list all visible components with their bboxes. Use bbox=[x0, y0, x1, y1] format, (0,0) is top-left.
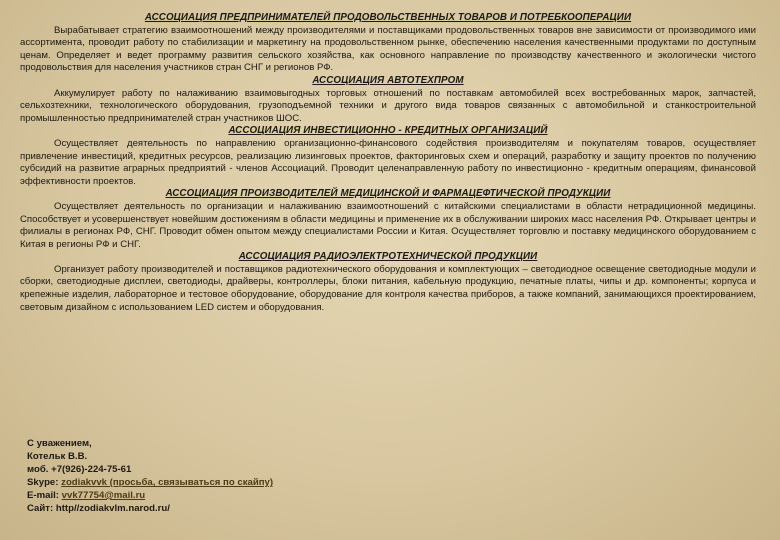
section-medical-pharma bbox=[20, 188, 756, 251]
greeting: С уважением, bbox=[27, 438, 92, 449]
section-food-association bbox=[20, 12, 756, 75]
section-title: АССОЦИАЦИЯ ИНВЕСТИЦИОННО - КРЕДИТНЫХ ОРГАНИЗАЦИЙ bbox=[228, 125, 548, 137]
section-title: АССОЦИАЦИЯ АВТОТЕХПРОМ bbox=[312, 74, 464, 86]
contact-name: Котельк В.В. bbox=[27, 451, 88, 462]
contact-email-row bbox=[27, 489, 273, 502]
section-title: АССОЦИАЦИЯ ПРОИЗВОДИТЕЛЕЙ МЕДИЦИНСКОЙ И ФАРМАЦЕФТИЧЕСКОЙ ПРОДУКЦИИ bbox=[165, 188, 611, 200]
section-title: АССОЦИАЦИЯ ПРЕДПРИНИМАТЕЛЕЙ ПРОДОВОЛЬСТВЕННЫХ ТОВАРОВ И ПОТРЕБКООПЕРАЦИИ bbox=[144, 12, 632, 23]
email-label: E-mail: bbox=[27, 490, 59, 501]
section-text: Осуществляет деятельность по направлению организационно-финансового содействия производителям и покупателям товаров, осуществляет привлечение инвестиций, кредитных ресурсов, реализацию лизинговых проектов, факторинговых схем и операций, разработку и защиту проектов по получению субсидий на развитие аграрных предприятий - членов Ассоциаций. Проводит целенаправленную работу по инвестиционно - кредитным операциям, финансовой эффективности проектов. bbox=[20, 137, 756, 187]
section-investment-credit bbox=[20, 125, 756, 188]
section-title: АССОЦИАЦИЯ РАДИОЭЛЕКТРОТЕХНИЧЕСКОЙ ПРОДУКЦИИ bbox=[238, 251, 538, 263]
contact-skype-row bbox=[27, 476, 273, 489]
contact-block bbox=[27, 437, 273, 515]
section-text: Аккумулирует работу по налаживанию взаимовыгодных торговых отношений по поставкам автомобилей всех востребованных марок, запчастей, сельхозтехники, технологического оборудования, грузоподъемной техники и другого вида товаров связанных с автомобильной и станкостроительной промышленностью предпринимателей стран участников ШОС. bbox=[20, 87, 756, 124]
section-text: Вырабатывает стратегию взаимоотношений между производителями и поставщиками продовольственных товаров вне зависимости от производимого ими ассортимента, проводит работу по стабилизации и маркетингу на продовольственном рынке, обеспечению населения качественными продуктами по доступным ценам. Определяет и ведет программу развития сельского хозяйства, как основного направление по производству качественного и экологически чистого продовольствия для населения участников стран СНГ и регионов РФ. bbox=[20, 24, 756, 74]
email-link[interactable]: vvk77754@mail.ru bbox=[61, 490, 146, 501]
skype-link[interactable]: zodiakvvk (просьба, связываться по скайпу) bbox=[61, 477, 274, 488]
section-autotechprom bbox=[20, 75, 756, 125]
site-value: http//zodiakvlm.narod.ru/ bbox=[55, 503, 170, 514]
document-body bbox=[20, 12, 756, 314]
section-text: Осуществляет деятельность по организации и налаживанию взаимоотношений с китайскими специалистами в области нетрадиционной медицины. Способствует и усовершенствует новейшим достижениям в области медицины и применение их в обслуживании широких масс населения РФ. Открывает центры и филиалы в регионах РФ, СНГ. Проводит обмен опытом между специалистами России и Китая. Осуществляет торговлю и поставку медицинского оборудованием с Китая в регионы РФ и СНГ. bbox=[20, 200, 756, 250]
skype-label: Skype: bbox=[27, 477, 59, 488]
section-text: Организует работу производителей и поставщиков радиотехнического оборудования и комплектующих – светодиодное освещение светодиодные модули и сборки, светодиодные дисплеи, светодиоды, драйверы, контроллеры, блоки питания, кабельную продукцию, печатные платы, чипы и др. компоненты; корпуса и крепежные изделия, лабораторное и тестовое оборудование, оборудование для контроля качества приборов, а также компаний, занимающихся проектированием, световым дизайном с использованием LED систем и оборудования. bbox=[20, 263, 756, 313]
contact-site-row bbox=[27, 502, 273, 515]
site-label: Сайт: bbox=[27, 503, 54, 514]
section-radio-electro bbox=[20, 251, 756, 314]
contact-phone: моб. +7(926)-224-75-61 bbox=[27, 464, 132, 475]
